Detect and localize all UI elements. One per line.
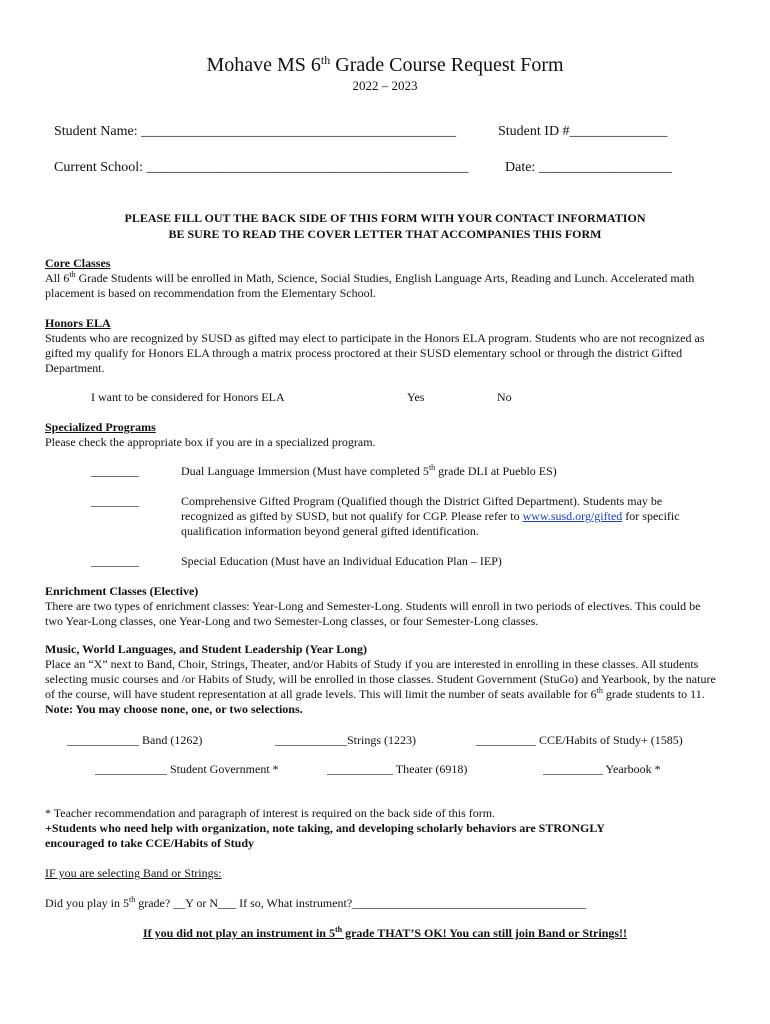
- music-note: Note: You may choose none, one, or two selections.: [45, 702, 303, 716]
- current-school-field[interactable]: Current School: ______________________________________________: [54, 160, 469, 175]
- enrichment-text: There are two types of enrichment classes: Year-Long and Semester-Long. Students will enroll in two periods of electives. This could be two Year-Long classes, one Year-Long and two Semester-Long classes, or four Semester-Long classes.: [45, 599, 701, 628]
- page-title: Mohave MS 6th Grade Course Request Form: [206, 53, 564, 76]
- honors-no-option[interactable]: No: [497, 390, 512, 404]
- theater-option[interactable]: ___________ Theater (6918): [327, 762, 468, 776]
- student-name-field[interactable]: Student Name: _____________________________________________: [54, 124, 457, 139]
- notice-back-side: PLEASE FILL OUT THE BACK SIDE OF THIS FORM WITH YOUR CONTACT INFORMATION: [124, 211, 646, 225]
- student-id-field[interactable]: Student ID #______________: [498, 124, 668, 139]
- school-year: 2022 – 2023: [352, 78, 418, 93]
- band-strings-heading: IF you are selecting Band or Strings:: [45, 866, 222, 880]
- music-text: Place an “X” next to Band, Choir, Strings, Theater, and/or Habits of Study if you are interested in enrolling in these classes. All students selecting music courses and /or Habits of Study, will be enrolled in those classes. Student Government (StuGo) and Yearbook, by the nature of the course, will have student representation at all grade levels. This will limit the number of seats available for 6th grade students to 11. Note: You may choose none, one, or two selections.: [45, 657, 716, 716]
- core-classes-heading: Core Classes: [45, 256, 111, 270]
- honors-ela-text: Students who are recognized by SUSD as gifted may elect to participate in the Honors ELA program. Students who are not recognized as gifted my qualify for Honors ELA through a matrix process proctored at their SUSD elementary school or through the district Gifted Department.: [45, 331, 705, 375]
- yearbook-option[interactable]: __________ Yearbook *: [543, 762, 661, 776]
- sped-option-label: Special Education (Must have an Individual Education Plan – IEP): [181, 554, 502, 568]
- strings-option[interactable]: ____________Strings (1223): [275, 733, 416, 747]
- sped-checkbox-blank[interactable]: ________: [91, 554, 139, 568]
- honors-yes-option[interactable]: Yes: [407, 390, 425, 404]
- band-option[interactable]: ____________ Band (1262): [67, 733, 203, 747]
- specialized-programs-intro: Please check the appropriate box if you are in a specialized program.: [45, 435, 376, 449]
- closing-message: If you did not play an instrument in 5th grade THAT’S OK! You can still join Band or Strings!!: [142, 925, 628, 940]
- cgp-option-label: Comprehensive Gifted Program (Qualified though the District Gifted Department). Students may be recognized as gifted by SUSD, but not qualify for CGP. Please refer to www.susd.org/gifted for specific qualification information beyond general gifted identification.: [181, 494, 680, 538]
- enrichment-heading: Enrichment Classes (Elective): [45, 584, 199, 598]
- cce-option[interactable]: __________ CCE/Habits of Study+ (1585): [476, 733, 683, 747]
- dli-checkbox-blank[interactable]: ________: [91, 464, 139, 478]
- core-classes-text: All 6th Grade Students will be enrolled in Math, Science, Social Studies, English Language Arts, Reading and Lunch. Accelerated math placement is based on recommendation from the Elementary School.: [45, 270, 695, 300]
- cgp-checkbox-blank[interactable]: ________: [91, 494, 139, 508]
- stugo-option[interactable]: ____________ Student Government *: [95, 762, 279, 776]
- honors-ela-heading: Honors ELA: [45, 316, 111, 330]
- specialized-programs-heading: Specialized Programs: [45, 420, 156, 434]
- music-heading: Music, World Languages, and Student Leadership (Year Long): [45, 642, 367, 656]
- honors-ela-question: I want to be considered for Honors ELA: [91, 390, 285, 404]
- notice-cover-letter: BE SURE TO READ THE COVER LETTER THAT ACCOMPANIES THIS FORM: [168, 227, 602, 241]
- date-field[interactable]: Date: ___________________: [505, 160, 672, 175]
- footnote-plus: +Students who need help with organization, note taking, and developing scholarly behaviors are STRONGLY encouraged to take CCE/Habits of Study: [45, 821, 605, 850]
- footnote-star: * Teacher recommendation and paragraph of interest is required on the back side of this form.: [45, 806, 496, 820]
- instrument-question[interactable]: Did you play in 5th grade? __Y or N___ If so, What instrument?_______________________________________: [45, 895, 587, 910]
- dli-option-label: Dual Language Immersion (Must have completed 5th grade DLI at Pueblo ES): [181, 463, 557, 478]
- gifted-link[interactable]: www.susd.org/gifted: [522, 509, 623, 523]
